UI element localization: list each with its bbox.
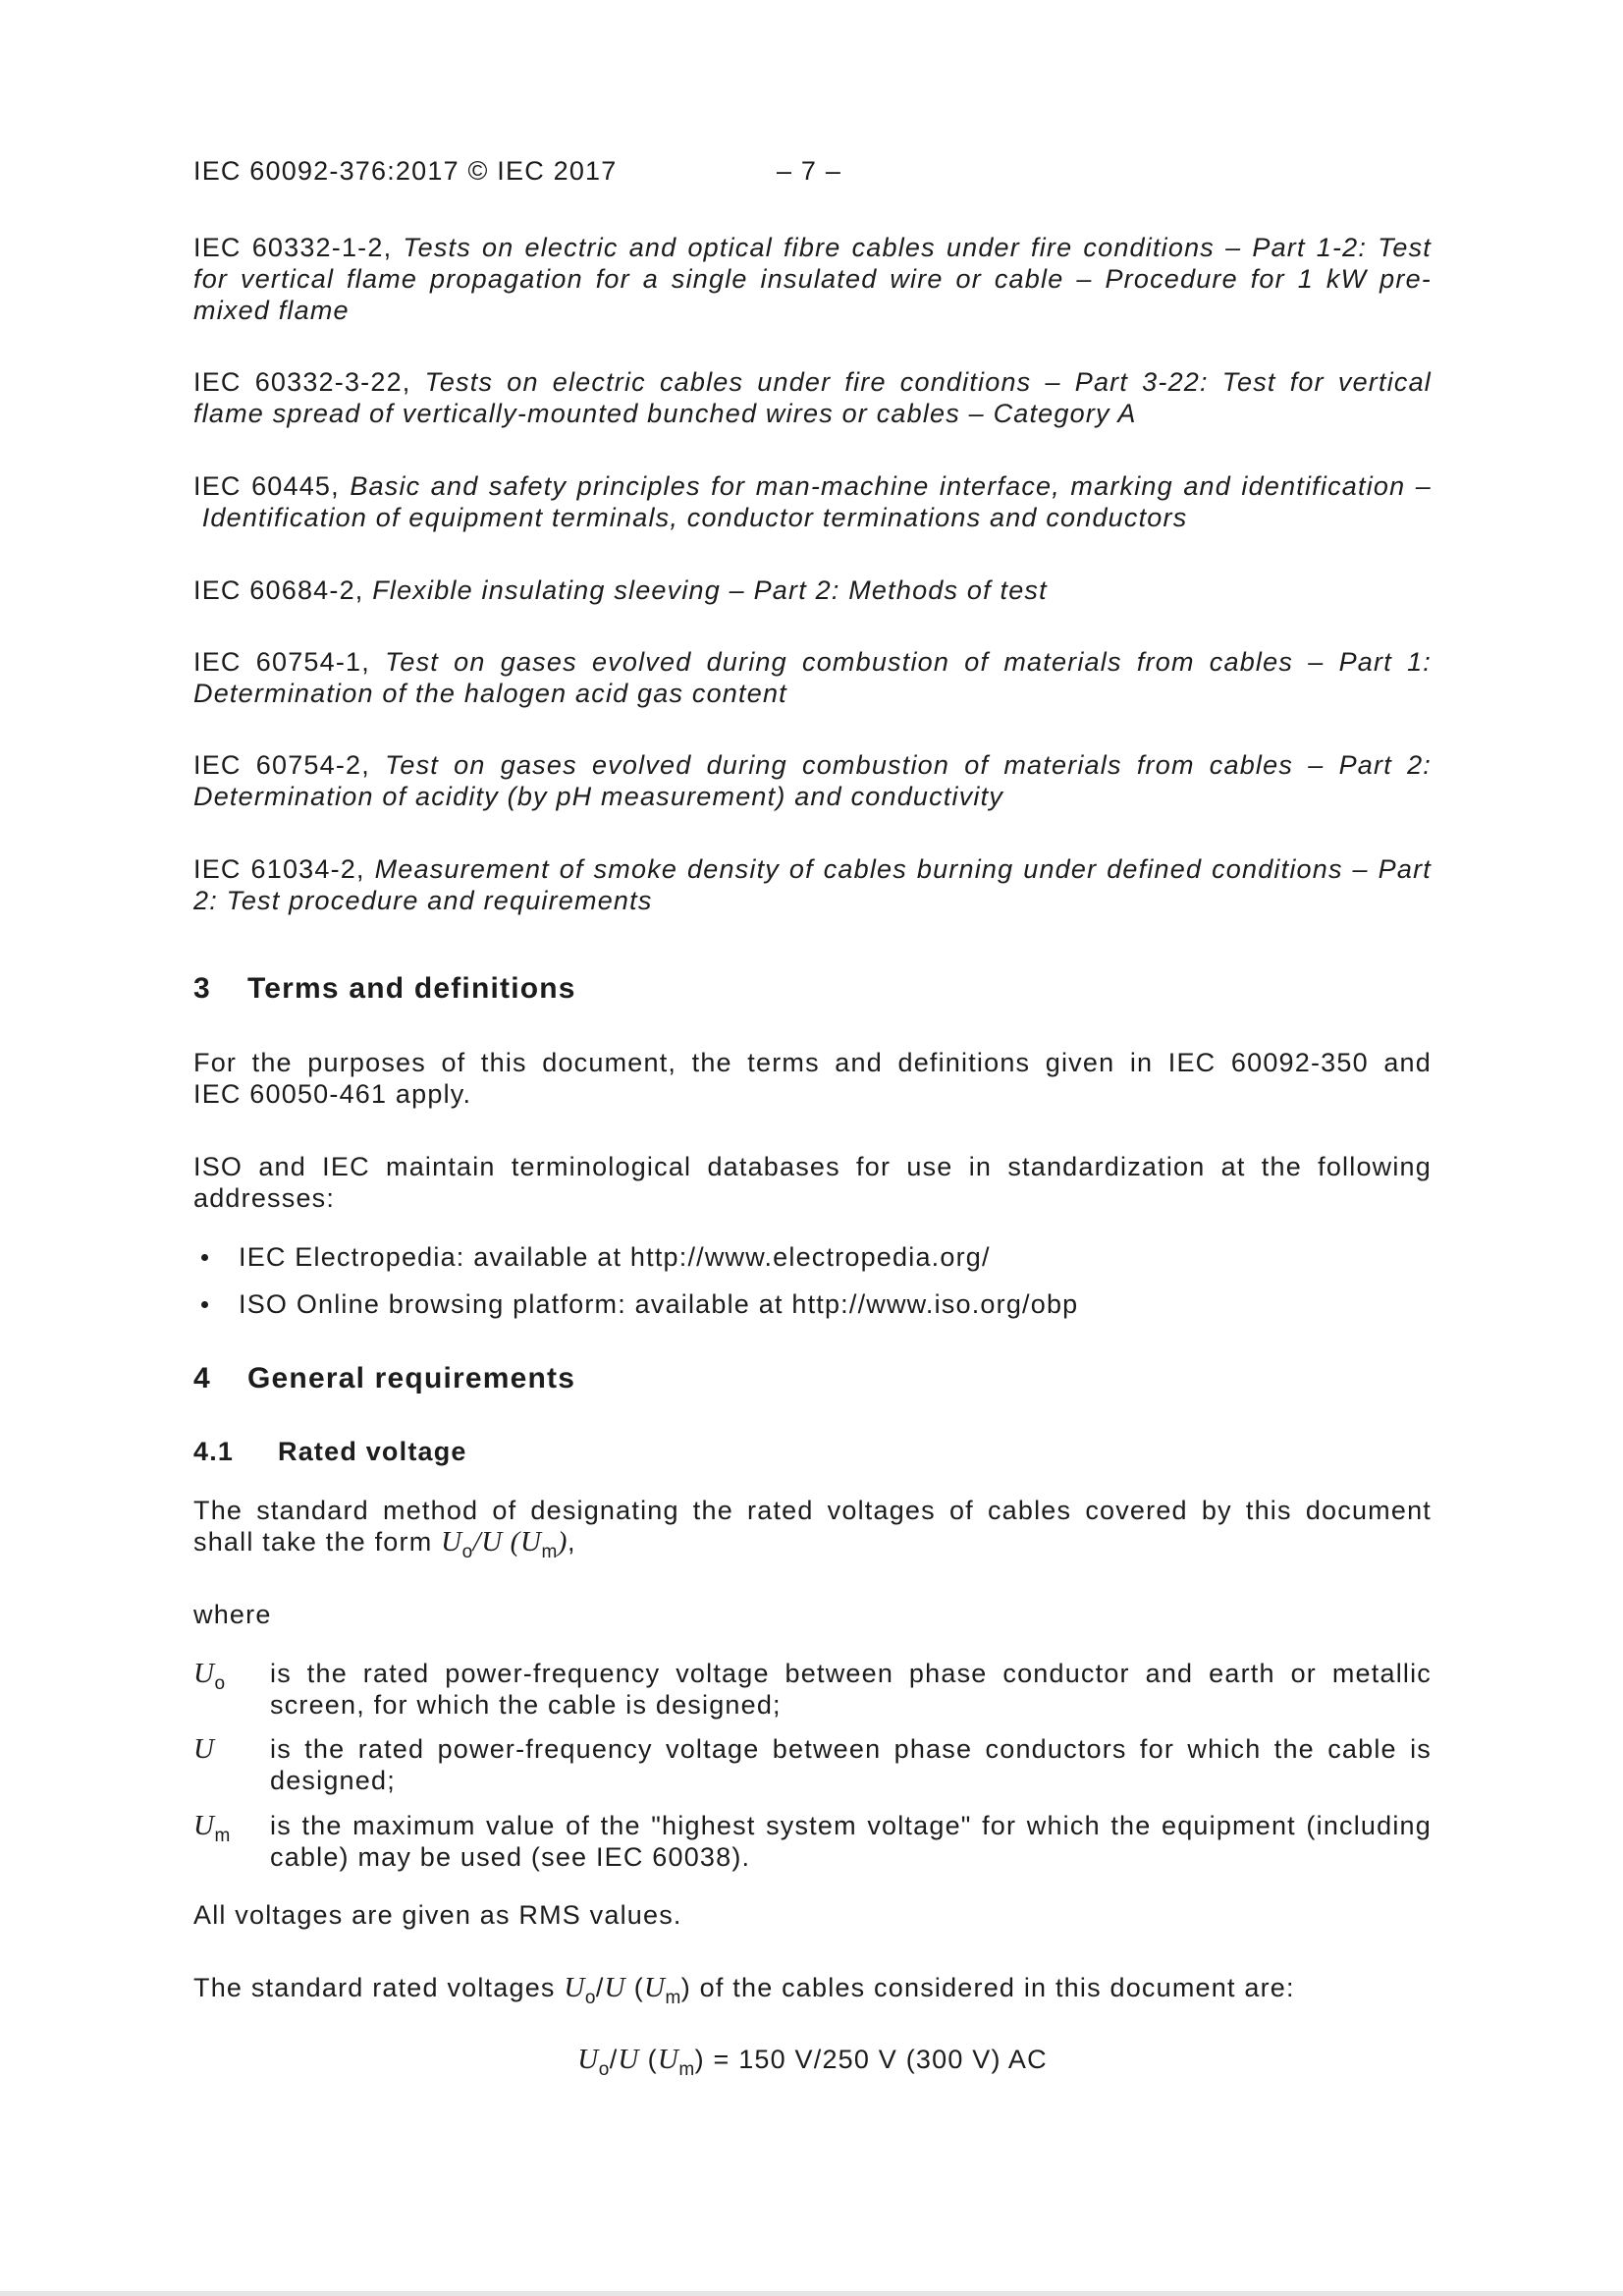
reference-id: IEC 61034-2, — [193, 854, 365, 884]
subsection-heading-rated-voltage — [193, 1436, 1432, 1467]
symbol-subscript: o — [461, 1542, 473, 1562]
definition-text: is the rated power-frequency voltage between phase conductors for which the cable is designed; — [270, 1734, 1432, 1795]
reference-title: Test on gases evolved during combustion of materials from cables – Part 2: Determination of acidity (by pH measurement) and conductivity — [193, 750, 1433, 811]
reference-entry — [193, 749, 1432, 812]
text-run: / — [595, 1973, 605, 2002]
section-heading-general-requirements — [193, 1361, 1432, 1396]
symbol-subscript: m — [541, 1542, 558, 1562]
voltage-symbol: U — [441, 1526, 462, 1558]
rated-voltage-form-paragraph — [193, 1495, 1432, 1562]
reference-title: Test on gases evolved during combustion of materials from cables – Part 1: Determination of the halogen acid gas content — [193, 647, 1433, 708]
text-run: ) = 150 V/250 V (300 V) AC — [694, 2045, 1048, 2074]
subsection-number: 4.1 — [193, 1437, 235, 1466]
voltage-symbol: U — [519, 1526, 542, 1558]
voltage-symbol: U — [657, 2044, 679, 2075]
where-label: where — [193, 1600, 272, 1629]
subsection-title: Rated voltage — [278, 1437, 467, 1466]
rms-note: All voltages are given as RMS values. — [193, 1900, 682, 1930]
list-item-iso-obp — [193, 1288, 1432, 1320]
reference-title: Flexible insulating sleeving – Part 2: Methods of test — [372, 575, 1048, 605]
reference-title: Tests on electric and optical fibre cables under fire conditions – Part 1-2: Test for vertical flame propagation for a single insulated wire or cable – Procedure for 1 kW pre-mixed flame — [193, 233, 1433, 325]
text-run: , — [567, 1527, 576, 1557]
reference-title: Basic and safety principles for man-machine interface, marking and identification – Identification of equipment terminals, conductor terminations and conductors — [193, 471, 1433, 532]
section-title: General requirements — [247, 1362, 576, 1394]
definition-symbol — [193, 1810, 231, 1846]
reference-id: IEC 60332-1-2, — [193, 233, 393, 262]
symbol-subscript: o — [584, 1988, 596, 2008]
bullet-icon — [201, 1254, 208, 1261]
voltage-symbol: U — [193, 1658, 215, 1689]
voltage-symbol: U — [618, 2044, 639, 2075]
definition-text: is the maximum value of the "highest system voltage" for which the equipment (including cable) may be used (see IEC 60038). — [270, 1811, 1432, 1872]
definition-item-um — [193, 1810, 1432, 1873]
page-bottom-edge — [0, 2291, 1623, 2296]
header-page-number: – 7 – — [777, 156, 842, 186]
voltage-symbol: U — [604, 1972, 626, 2003]
section-heading-terms-and-definitions — [193, 971, 1432, 1007]
reference-id: IEC 60754-1, — [193, 647, 370, 677]
list-item-electropedia — [193, 1241, 1432, 1273]
voltage-symbol: U — [193, 1733, 215, 1765]
text-run: ) of the cables considered in this document are: — [680, 1973, 1295, 2002]
definition-item-u — [193, 1733, 1432, 1796]
text-run: ( — [625, 1973, 644, 2002]
text-run: / — [609, 2045, 619, 2074]
text-run: The standard method of designating the rated voltages of cables covered by this document shall take the form — [193, 1496, 1432, 1557]
terms-paragraph: For the purposes of this document, the terms and definitions given in IEC 60092-350 and IEC 60050-461 apply. — [193, 1048, 1432, 1109]
voltage-symbol: U — [193, 1810, 215, 1841]
voltage-symbol: U — [577, 2044, 599, 2075]
header-document-id: IEC 60092-376:2017 © IEC 2017 — [193, 156, 618, 186]
section-title: Terms and definitions — [247, 972, 576, 1005]
reference-id: IEC 60684-2, — [193, 575, 364, 605]
reference-entry — [193, 470, 1432, 533]
symbol-subscript: m — [665, 1988, 681, 2008]
reference-title: Tests on electric cables under fire conditions – Part 3-22: Test for vertical flame spread of vertically-mounted bunched wires or cables – Category A — [193, 367, 1433, 428]
reference-entry — [193, 232, 1432, 326]
voltage-symbol: U — [643, 1972, 666, 2003]
bullet-icon — [201, 1301, 208, 1308]
reference-id: IEC 60445, — [193, 471, 340, 501]
reference-id: IEC 60332-3-22, — [193, 367, 411, 397]
symbol-subscript: m — [678, 2059, 695, 2080]
reference-entry — [193, 574, 1432, 606]
voltage-symbol: U — [564, 1972, 585, 2003]
symbol-subscript: m — [214, 1826, 231, 1846]
reference-entry — [193, 853, 1432, 916]
text-run: The standard rated voltages — [193, 1973, 565, 2002]
reference-entry — [193, 366, 1432, 429]
symbol-subscript: o — [598, 2059, 610, 2080]
list-item-text: IEC Electropedia: available at http://www.electropedia.org/ — [239, 1242, 991, 1272]
definition-symbol — [193, 1658, 226, 1694]
rated-voltage-formula — [193, 2044, 1432, 2080]
text-run: ( — [638, 2045, 658, 2074]
standard-rated-voltages-paragraph — [193, 1972, 1432, 2008]
section-number: 4 — [193, 1362, 211, 1394]
section-number: 3 — [193, 972, 211, 1005]
definition-symbol — [193, 1733, 215, 1765]
voltage-symbol: ) — [557, 1526, 568, 1558]
databases-paragraph: ISO and IEC maintain terminological databases for use in standardization at the following addresses: — [193, 1152, 1432, 1213]
reference-id: IEC 60754-2, — [193, 750, 370, 780]
reference-entry — [193, 646, 1432, 709]
symbol-subscript: o — [214, 1673, 226, 1694]
voltage-symbol: /U ( — [472, 1526, 520, 1558]
reference-title: Measurement of smoke density of cables burning under defined conditions – Part 2: Test procedure and requirements — [193, 854, 1432, 915]
list-item-text: ISO Online browsing platform: available at http://www.iso.org/obp — [239, 1289, 1079, 1319]
definition-text: is the rated power-frequency voltage between phase conductor and earth or metallic screen, for which the cable is designed; — [270, 1659, 1432, 1720]
definition-item-uo — [193, 1658, 1432, 1721]
